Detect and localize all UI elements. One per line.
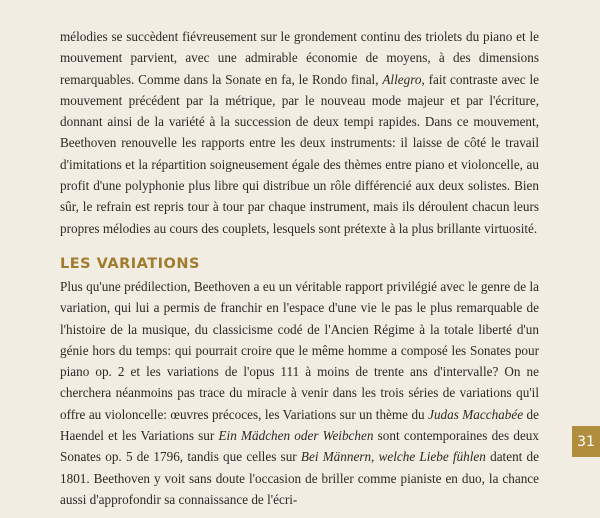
paragraph-text: sont contemporaines des deux Sonates op. 5 de 1796, tandis que celles sur: [60, 428, 539, 465]
italic-title: Judas Macchabée: [428, 406, 524, 422]
paragraph-variations: [60, 276, 539, 510]
paragraph-text: datent de 1801. Beethoven y voit sans doute l'occasion de briller comme pianiste en duo, la chance aussi d'approfondir sa connaissance de l'écri-: [60, 449, 540, 507]
paragraph-text: Plus qu'une prédilection, Beethoven a eu un véritable rapport privilégié avec le genre de la variation, qui lui a permis de franchir en l'espace d'une vie le pas le plus remarquable de l'histoire de la musique, du classicisme codé de l'Ancien Régime à la totale liberté d'un génie hors du temps: qui pourrait croire que le même homme a composé les Sonates pour piano op. 2 et les variations de l'opus 111 à moins de trente ans d'intervalle? On ne cherchera néanmoins pas trace du miracle à venir dans les trois séries de variations qu'il offre au violoncelle: œuvres précoces, les Variations sur un thème du: [60, 278, 539, 422]
section-heading: LES VARIATIONS: [60, 255, 200, 272]
italic-title: Bei Männern, welche Liebe fühlen: [300, 449, 486, 465]
italic-term: Allegro: [382, 71, 422, 87]
page-number: 31: [572, 426, 600, 457]
italic-title: Ein Mädchen oder Weibchen: [218, 428, 374, 444]
paragraph-rondo: [60, 26, 539, 239]
page-text: [60, 26, 539, 510]
paragraph-text: de Haendel et les Variations sur: [60, 406, 539, 444]
paragraph-text: , fait contraste avec le mouvement précédent par la métrique, par le nouveau mode majeur et par l'écriture, donnant ainsi de la variété à la succession de deux tempi rapides. Dans ce mouvement, Beethoven renouvelle les rapports entre les deux instruments: il laisse de côté le travail d'imitations et la répartition soigneusement égale des thèmes entre piano et violoncelle, au profit d'une polyphonie plus libre qui distribue un rôle différencié aux deux solistes. Bien sûr, le refrain est repris tour à tour par chaque instrument, mais ils déroulent chacun leurs propres mélodies au cours des couplets, lesquels sont prétexte à la plus brillante virtuosité.: [60, 71, 539, 236]
paragraph-text: mélodies se succèdent fiévreusement sur le grondement continu des triolets du piano et le mouvement parvient, avec une admirable économie de moyens, à des dimensions remarquables. Comme dans la Sonate en fa, le Rondo final,: [60, 29, 539, 87]
